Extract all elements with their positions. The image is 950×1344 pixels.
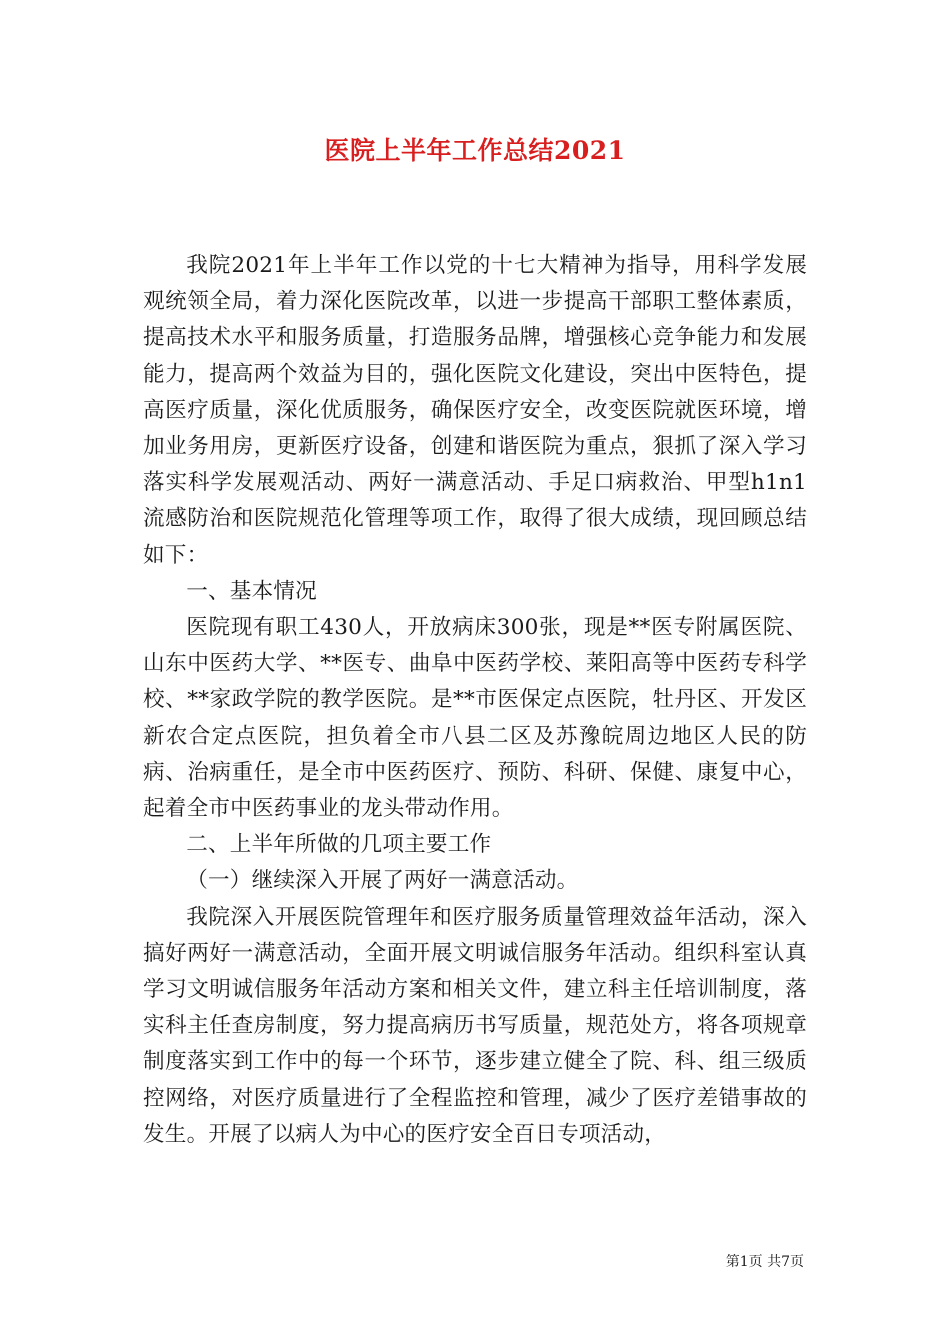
document-title: 医院上半年工作总结2021 xyxy=(324,136,626,165)
section-heading-main-work: 二、上半年所做的几项主要工作 xyxy=(186,832,492,858)
subsection-heading-activity: （一）继续深入开展了两好一满意活动。 xyxy=(186,868,579,894)
paragraph-basic-situation: 医院现有职工430人，开放病床300张，现是**医专附属医院、山东中医药大学、**医专、曲阜中医药学校、莱阳高等中医药专科学校、**家政学院的教学医院。是**市医保定点医院，牡丹区、开发区新农合定点医院，担负着全市八县二区及苏豫皖周边地区人民的防病、治病重任，是全市中医药医疗、预防、科研、保健、康复中心，起着全市中医药事业的龙头带动作用。 xyxy=(143,615,807,822)
document-body xyxy=(143,248,807,1153)
section-heading-basic-situation: 一、基本情况 xyxy=(186,578,317,604)
paragraph-activity: 我院深入开展医院管理年和医疗服务质量管理效益年活动，深入搞好两好一满意活动，全面开展文明诚信服务年活动。组织科室认真学习文明诚信服务年活动方案和相关文件，建立科主任培训制度，落实科主任查房制度，努力提高病历书写质量，规范处方，将各项规章制度落实到工作中的每一个环节，逐步建立健全了院、科、组三级质控网络，对医疗质量进行了全程监控和管理，减少了医疗差错事故的发生。开展了以病人为中心的医疗安全百日专项活动， xyxy=(143,904,807,1147)
page-number: 第1页 共7页 xyxy=(725,1254,804,1270)
paragraph-intro: 我院2021年上半年工作以党的十七大精神为指导，用科学发展观统领全局，着力深化医院改革，以进一步提高干部职工整体素质，提高技术水平和服务质量，打造服务品牌，增强核心竞争能力和发展能力，提高两个效益为目的，强化医院文化建设，突出中医特色，提高医疗质量，深化优质服务，确保医疗安全，改变医院就医环境，增加业务用房，更新医疗设备，创建和谐医院为重点，狠抓了深入学习落实科学发展观活动、两好一满意活动、手足口病救治、甲型h1n1流感防治和医院规范化管理等项工作，取得了很大成绩，现回顾总结如下： xyxy=(143,253,807,568)
